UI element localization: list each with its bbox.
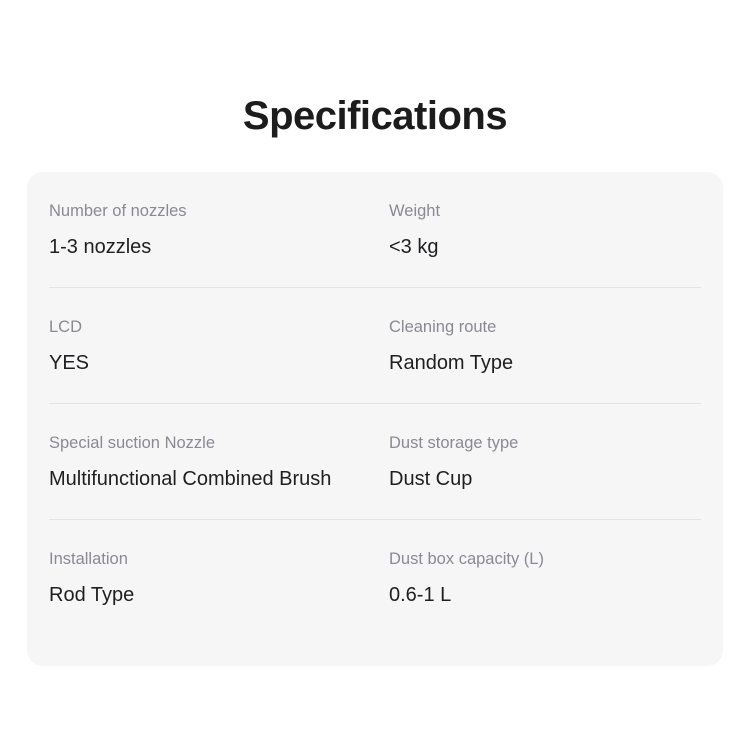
spec-value: Rod Type bbox=[49, 583, 135, 606]
spec-cell bbox=[49, 318, 389, 403]
spec-value: Random Type bbox=[389, 351, 514, 374]
page-title: Specifications bbox=[242, 94, 508, 138]
spec-label: Dust storage type bbox=[389, 434, 519, 452]
spec-label: Dust box capacity (L) bbox=[389, 550, 544, 568]
spec-cell bbox=[49, 550, 389, 636]
spec-label: Cleaning route bbox=[389, 318, 497, 336]
spec-cell bbox=[389, 318, 701, 403]
specifications-table bbox=[49, 172, 701, 636]
table-row bbox=[49, 404, 701, 520]
spec-value: YES bbox=[49, 351, 90, 374]
spec-label: Number of nozzles bbox=[49, 202, 187, 220]
spec-value: 1-3 nozzles bbox=[49, 235, 152, 258]
table-row bbox=[49, 288, 701, 404]
spec-value: 0.6-1 L bbox=[389, 583, 452, 606]
spec-value: Dust Cup bbox=[389, 467, 473, 490]
spec-label: Weight bbox=[389, 202, 441, 220]
spec-label: Special suction Nozzle bbox=[49, 434, 215, 452]
table-row bbox=[49, 172, 701, 288]
spec-cell bbox=[49, 202, 389, 287]
spec-value: Multifunctional Combined Brush bbox=[49, 467, 332, 490]
table-row bbox=[49, 520, 701, 636]
spec-cell bbox=[389, 434, 701, 519]
specifications-card bbox=[27, 172, 723, 666]
spec-cell bbox=[389, 202, 701, 287]
spec-cell bbox=[49, 434, 389, 519]
spec-label: LCD bbox=[49, 318, 83, 336]
spec-value: <3 kg bbox=[389, 235, 439, 258]
spec-cell bbox=[389, 550, 701, 636]
spec-label: Installation bbox=[49, 550, 128, 568]
